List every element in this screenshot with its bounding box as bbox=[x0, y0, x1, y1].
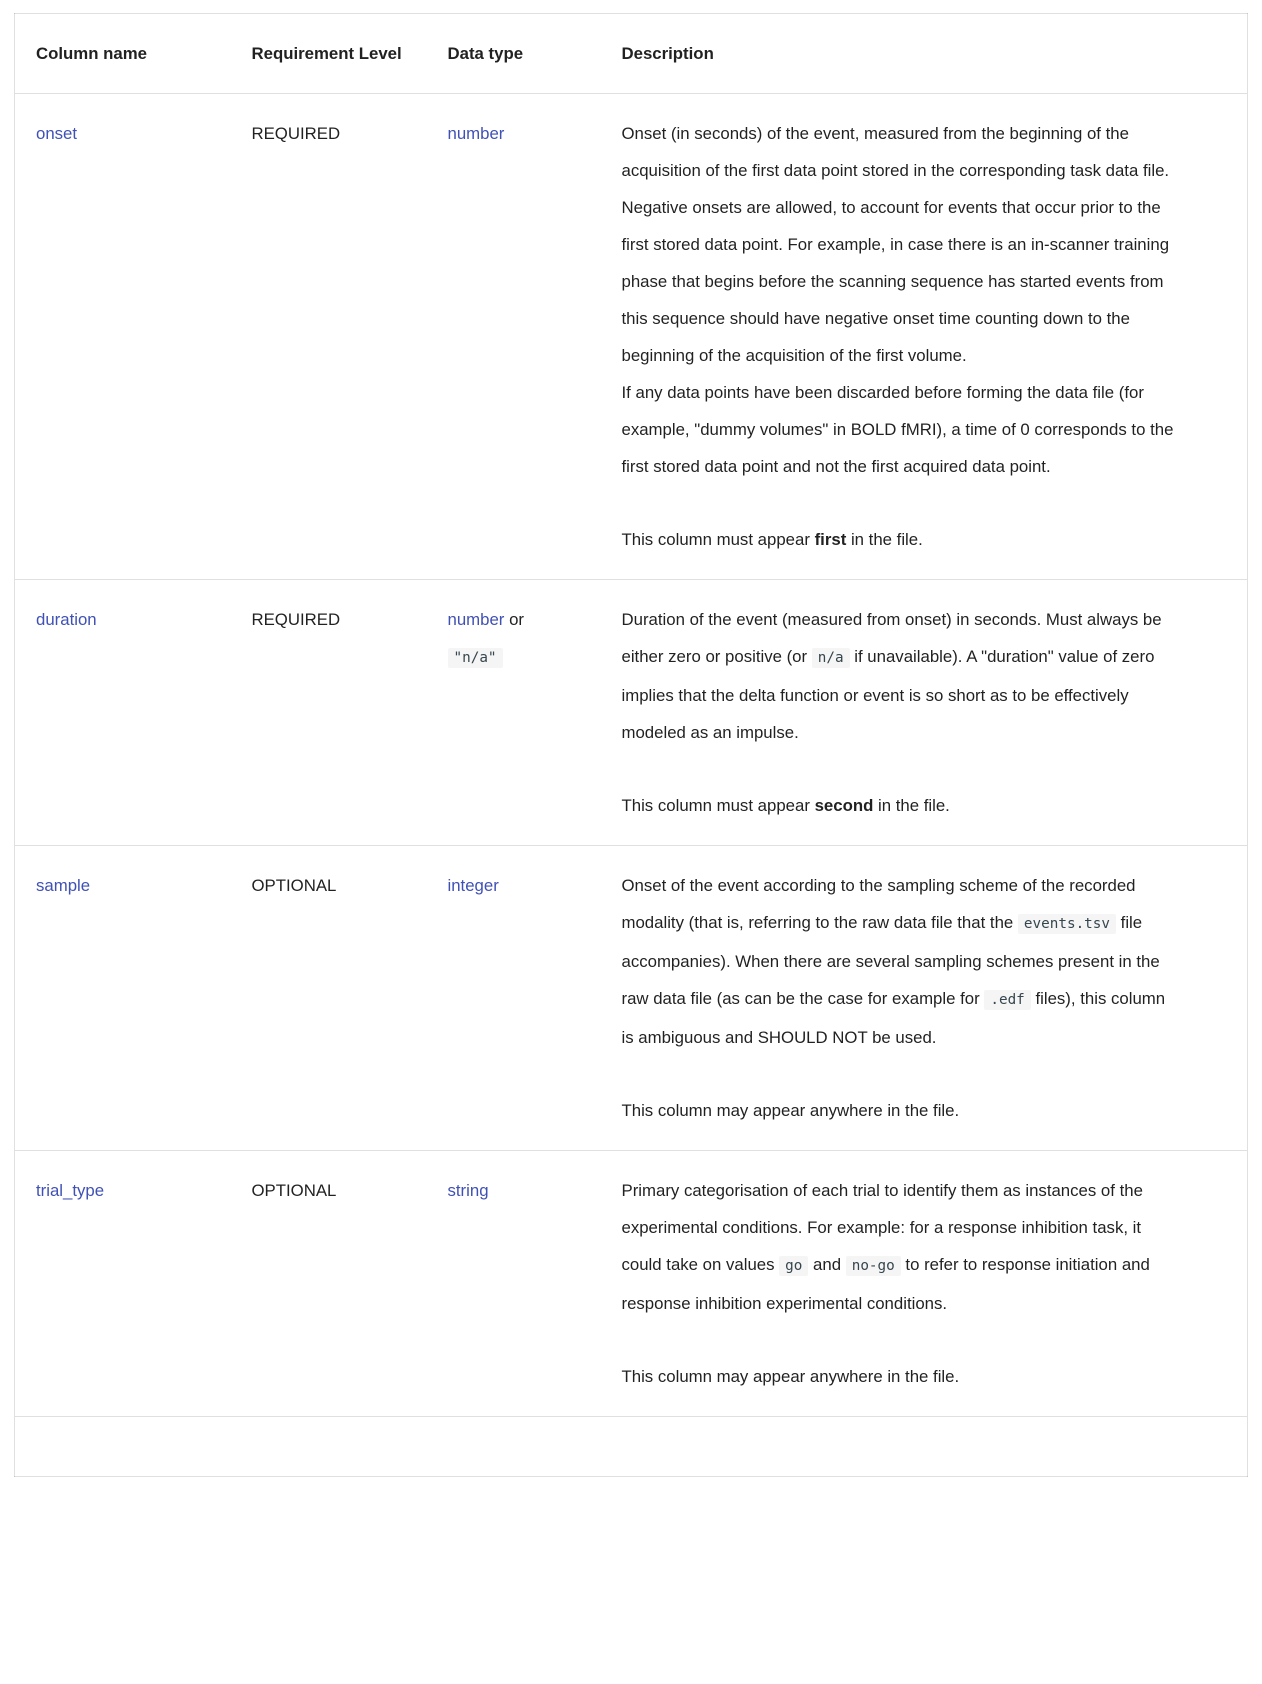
header-row bbox=[15, 14, 1248, 94]
text-segment: This column must appear bbox=[621, 530, 815, 549]
requirement-level-cell: OPTIONAL bbox=[231, 1151, 427, 1417]
table-row bbox=[15, 1151, 1248, 1417]
text-segment: in the file. bbox=[846, 530, 923, 549]
table-body bbox=[15, 94, 1248, 1477]
description-paragraph bbox=[622, 601, 1178, 751]
text-segment: files), this column is ambiguous and SHOULD NOT be used. bbox=[621, 989, 1166, 1047]
column-name-link[interactable]: duration bbox=[36, 610, 97, 629]
text-segment: to refer to response initiation and response inhibition experimental conditions. bbox=[621, 1255, 1150, 1313]
description-paragraph bbox=[622, 1092, 1178, 1129]
text-segment: This column may appear anywhere in the file. bbox=[621, 1101, 960, 1120]
text-segment: in the file. bbox=[873, 796, 950, 815]
data-type-link[interactable]: integer bbox=[447, 876, 499, 895]
header-column-name: Column name bbox=[15, 14, 231, 94]
text-segment: Onset (in seconds) of the event, measured from the beginning of the acquisition of the first data point stored in the corresponding task data file. Negative onsets are allowed, to account for events that occur prior to the first stored data point. For example, in case there is an in-scanner training phase that begins before the scanning sequence has started events from this sequence should have negative onset time counting down to the beginning of the acquisition of the first volume. bbox=[621, 124, 1170, 365]
data-type-link[interactable]: string bbox=[447, 1181, 489, 1200]
text-segment: If any data points have been discarded before forming the data file (for example, "dummy volumes" in BOLD fMRI), a time of 0 corresponds to the first stored data point and not the first acquired data point. bbox=[621, 383, 1174, 476]
data-type-cell bbox=[427, 94, 601, 580]
data-type-link[interactable]: number bbox=[447, 610, 505, 629]
inline-code: no-go bbox=[846, 1256, 901, 1276]
column-name-cell bbox=[15, 580, 231, 846]
text-segment: Duration of the event (measured from onset) in seconds. Must always be either zero or positive (or bbox=[621, 610, 1162, 666]
data-type-cell bbox=[427, 1151, 601, 1417]
data-type-cell bbox=[427, 846, 601, 1151]
description-paragraph bbox=[622, 521, 1178, 558]
description-paragraph bbox=[622, 1172, 1178, 1322]
description-cell bbox=[601, 1151, 1248, 1417]
table-row bbox=[15, 846, 1248, 1151]
text-segment: Onset of the event according to the sampling scheme of the recorded modality (that is, referring to the raw data file that the bbox=[621, 876, 1136, 932]
description-cell bbox=[601, 580, 1248, 846]
header-description: Description bbox=[601, 14, 1248, 94]
description-text bbox=[622, 867, 1178, 1129]
column-name-cell bbox=[15, 1151, 231, 1417]
data-type-cell bbox=[427, 580, 601, 846]
table-row-cutoff bbox=[15, 1417, 1248, 1477]
requirement-level-cell: OPTIONAL bbox=[231, 846, 427, 1151]
column-name-link[interactable]: onset bbox=[36, 124, 78, 143]
description-paragraph bbox=[622, 115, 1178, 485]
emphasized-text: first bbox=[814, 530, 847, 549]
inline-code: go bbox=[779, 1256, 808, 1276]
column-name-cell bbox=[15, 94, 231, 580]
description-cell bbox=[601, 94, 1248, 580]
column-name-link[interactable]: sample bbox=[36, 876, 91, 895]
emphasized-text: second bbox=[814, 796, 874, 815]
text-segment: and bbox=[808, 1255, 846, 1274]
requirement-level-cell: REQUIRED bbox=[231, 580, 427, 846]
text-segment: This column must appear bbox=[621, 796, 815, 815]
description-paragraph bbox=[622, 867, 1178, 1056]
description-text bbox=[622, 601, 1178, 824]
inline-code: .edf bbox=[984, 990, 1030, 1010]
data-type-link[interactable]: number bbox=[447, 124, 505, 143]
description-paragraph bbox=[622, 787, 1178, 824]
header-requirement-level: Requirement Level bbox=[231, 14, 427, 94]
text-segment: Primary categorisation of each trial to identify them as instances of the experimental conditions. For example: for a response inhibition task, it could take on values bbox=[621, 1181, 1143, 1274]
header-data-type: Data type bbox=[427, 14, 601, 94]
columns-spec-table bbox=[14, 13, 1248, 1477]
table-header bbox=[15, 14, 1248, 94]
table-row bbox=[15, 580, 1248, 846]
description-text bbox=[622, 115, 1178, 558]
description-cell bbox=[601, 846, 1248, 1151]
description-paragraph bbox=[622, 1358, 1178, 1395]
cutoff-cell bbox=[15, 1417, 1248, 1477]
column-name-link[interactable]: trial_type bbox=[36, 1181, 105, 1200]
inline-code: events.tsv bbox=[1018, 914, 1116, 934]
table-row bbox=[15, 94, 1248, 580]
inline-code: "n/a" bbox=[448, 648, 503, 668]
text-segment: file accompanies). When there are several sampling schemes present in the raw data file (as can be the case for example for bbox=[621, 913, 1160, 1008]
text-segment: or bbox=[504, 610, 524, 629]
text-segment: This column may appear anywhere in the file. bbox=[621, 1367, 960, 1386]
requirement-level-cell: REQUIRED bbox=[231, 94, 427, 580]
text-segment: if unavailable). A "duration" value of zero implies that the delta function or event is so short as to be effectively modeled as an impulse. bbox=[621, 647, 1155, 742]
inline-code: n/a bbox=[812, 648, 850, 668]
description-text bbox=[622, 1172, 1178, 1395]
column-name-cell bbox=[15, 846, 231, 1151]
